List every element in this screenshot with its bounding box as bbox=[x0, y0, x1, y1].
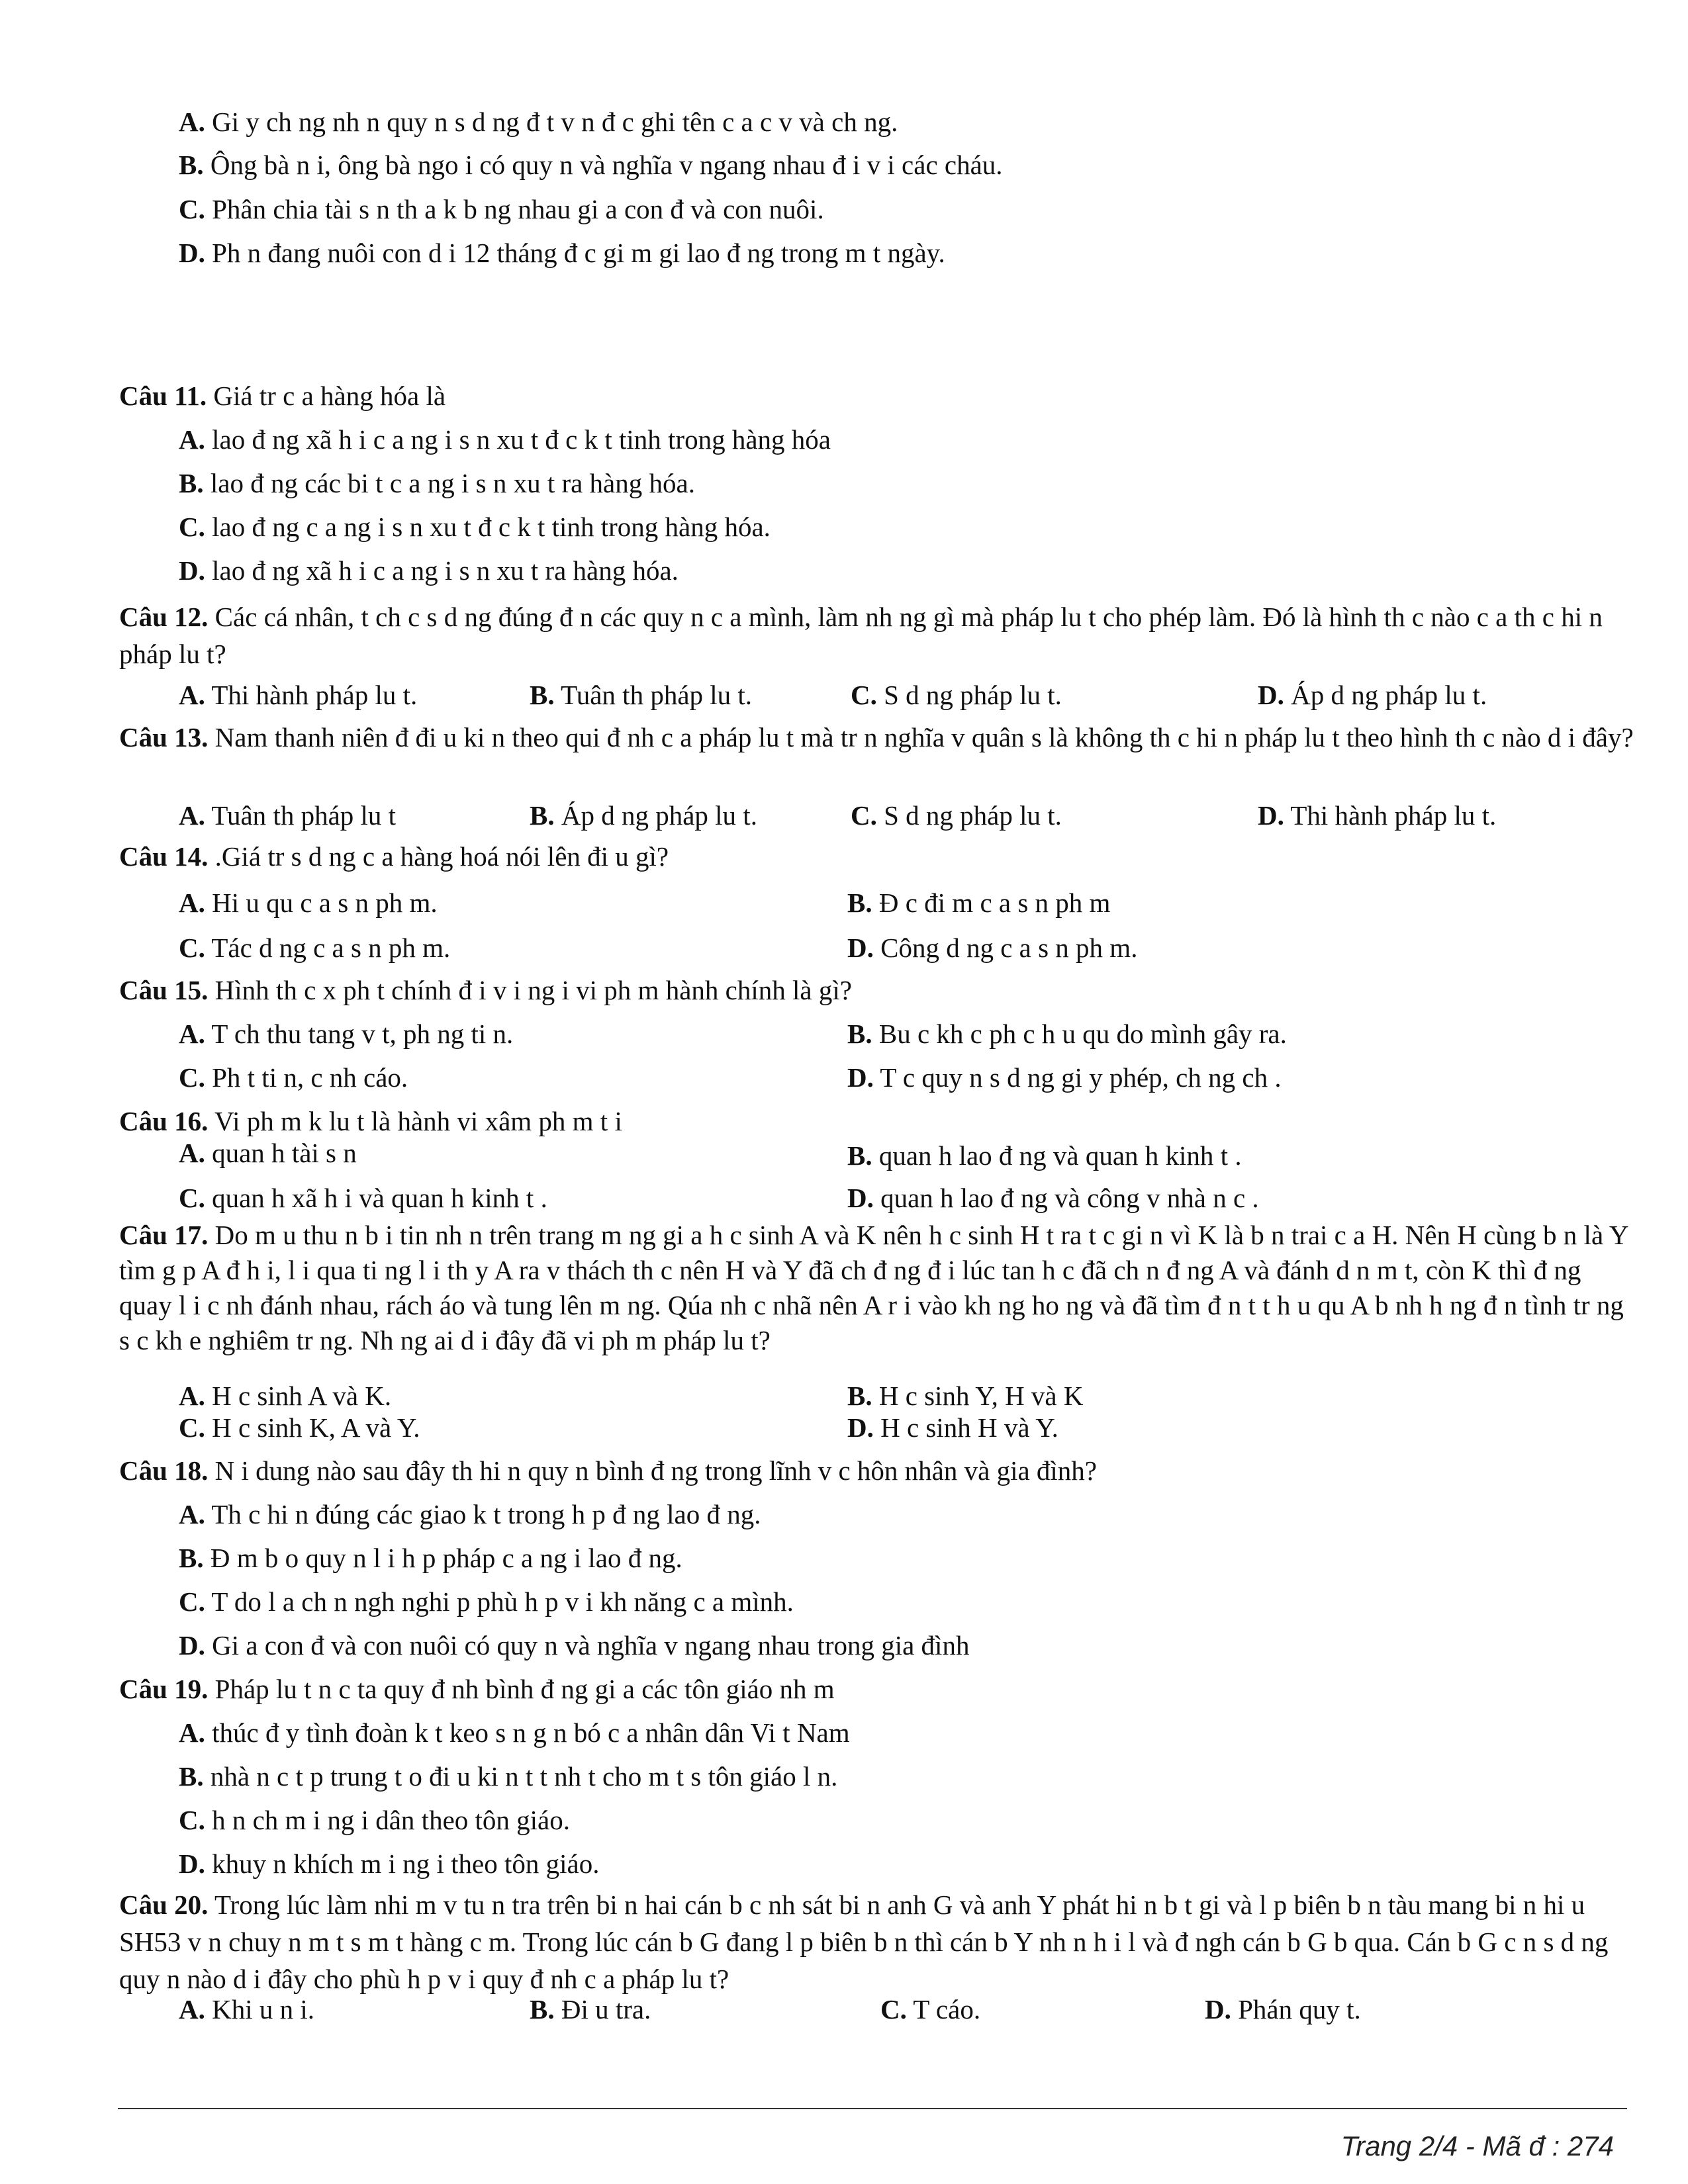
q13-stem: Câu 13. Nam thanh niên đ đi u ki n theo qui đ nh c a pháp lu t mà tr n nghĩa v quân s là không th c hi n pháp lu t theo hình th c nào d i đây? bbox=[119, 722, 1634, 752]
q12-option-d: D. Áp d ng pháp lu t. bbox=[1258, 680, 1487, 710]
q20-stem: Câu 20. Trong lúc làm nhi m v tu n tra trên bi n hai cán b c nh sát bi n anh G và anh Y phát hi n b t gi và l p biên b n tàu mang bi n hi u SH53 v n chuy n m t s m t hàng c m. Trong lúc cán b G đang l p biên b n thì cán b Y nh n h i l và đ ngh cán b G b qua. Cán b G c n s d ng quy n nào d i đây cho phù h p v i quy đ nh c a pháp lu t? bbox=[119, 1889, 1609, 1994]
q19-stem: Câu 19. Pháp lu t n c ta quy đ nh bình đ ng gi a các tôn giáo nh m bbox=[119, 1674, 835, 1704]
q18-option-b: B. Đ m b o quy n l i h p pháp c a ng i lao đ ng. bbox=[179, 1543, 682, 1573]
page-footer: Trang 2/4 - Mã đ : 274 bbox=[1340, 2130, 1614, 2161]
q20-option-c: C. T cáo. bbox=[880, 1994, 981, 2025]
q16-option-b: B. quan h lao đ ng và quan h kinh t . bbox=[847, 1140, 1242, 1171]
q19-option-a: A. thúc đ y tình đoàn k t keo s n g n bó c a nhân dân Vi t Nam bbox=[179, 1717, 850, 1748]
q16-stem: Câu 16. Vi ph m k lu t là hành vi xâm ph m t i bbox=[119, 1106, 622, 1136]
q12-stem: Câu 12. Các cá nhân, t ch c s d ng đúng đ n các quy n c a mình, làm nh ng gì mà pháp lu t cho phép làm. Đó là hình th c nào c a th c hi n pháp lu t? bbox=[119, 602, 1603, 669]
q18-stem: Câu 18. N i dung nào sau đây th hi n quy n bình đ ng trong lĩnh v c hôn nhân và gia đình? bbox=[119, 1455, 1097, 1486]
q16-option-c: C. quan h xã h i và quan h kinh t . bbox=[179, 1183, 547, 1213]
q13-option-a: A. Tuân th pháp lu t bbox=[179, 800, 397, 831]
q14-option-a: A. Hi u qu c a s n ph m. bbox=[179, 887, 438, 918]
q14-option-d: D. Công d ng c a s n ph m. bbox=[847, 933, 1138, 963]
q15-option-b: B. Bu c kh c ph c h u qu do mình gây ra. bbox=[847, 1019, 1287, 1049]
q20-option-b: B. Đi u tra. bbox=[530, 1994, 651, 2025]
q12-option-c: C. S d ng pháp lu t. bbox=[851, 680, 1062, 710]
q17-option-d: D. H c sinh H và Y. bbox=[847, 1412, 1058, 1443]
q15-option-a: A. T ch thu tang v t, ph ng ti n. bbox=[179, 1019, 514, 1049]
q18-option-d: D. Gi a con đ và con nuôi có quy n và nghĩa v ngang nhau trong gia đình bbox=[179, 1630, 970, 1661]
q20-option-d: D. Phán quy t. bbox=[1205, 1994, 1361, 2025]
q12-option-a: A. Thi hành pháp lu t. bbox=[179, 680, 418, 710]
q10-option-c: C. Phân chia tài s n th a k b ng nhau gi a con đ và con nuôi. bbox=[179, 194, 824, 224]
q10-option-a: A. Gi y ch ng nh n quy n s d ng đ t v n đ c ghi tên c a c v và ch ng. bbox=[179, 107, 898, 137]
footer-divider bbox=[118, 2108, 1627, 2109]
q14-option-c: C. Tác d ng c a s n ph m. bbox=[179, 933, 451, 963]
q17-stem: Câu 17. Do m u thu n b i tin nh n trên trang m ng gi a h c sinh A và K nên h c sinh H t ra t c gi n vì K là b n trai c a H. Nên H cùng b n là Y tìm g p A đ h i, l i qua ti ng l i th y A ra v thách th c nên H và Y đã ch đ ng đ i lúc tan h c đã ch n đ ng A và đánh d n m t, còn K thì đ ng quay l i c nh đánh nhau, rách áo và tung lên m ng. Qúa nh c nhã nên A r i vào kh ng ho ng và đã tìm đ n t t h u qu A b nh h ng đ n tình tr ng s c kh e nghiêm tr ng. Nh ng ai d i đây đã vi ph m pháp lu t? bbox=[119, 1220, 1628, 1355]
q13-option-c: C. S d ng pháp lu t. bbox=[851, 800, 1062, 831]
q19-option-c: C. h n ch m i ng i dân theo tôn giáo. bbox=[179, 1805, 570, 1835]
q18-option-c: C. T do l a ch n ngh nghi p phù h p v i kh năng c a mình. bbox=[179, 1586, 794, 1617]
q17-option-c: C. H c sinh K, A và Y. bbox=[179, 1412, 420, 1443]
q15-option-d: D. T c quy n s d ng gi y phép, ch ng ch . bbox=[847, 1062, 1282, 1093]
q15-option-c: C. Ph t ti n, c nh cáo. bbox=[179, 1062, 408, 1093]
q19-option-b: B. nhà n c t p trung t o đi u ki n t t nh t cho m t s tôn giáo l n. bbox=[179, 1761, 838, 1792]
q16-option-d: D. quan h lao đ ng và công v nhà n c . bbox=[847, 1183, 1259, 1213]
q20-option-a: A. Khi u n i. bbox=[179, 1994, 315, 2025]
q10-option-d: D. Ph n đang nuôi con d i 12 tháng đ c gi m gi lao đ ng trong m t ngày. bbox=[179, 238, 945, 268]
q13-option-b: B. Áp d ng pháp lu t. bbox=[530, 800, 757, 831]
q11-stem: Câu 11. Giá tr c a hàng hóa là bbox=[119, 381, 446, 411]
q11-option-b: B. lao đ ng các bi t c a ng i s n xu t ra hàng hóa. bbox=[179, 468, 695, 498]
q13-option-d: D. Thi hành pháp lu t. bbox=[1258, 800, 1497, 831]
q19-option-d: D. khuy n khích m i ng i theo tôn giáo. bbox=[179, 1848, 600, 1879]
q14-stem: Câu 14. .Giá tr s d ng c a hàng hoá nói lên đi u gì? bbox=[119, 841, 669, 872]
q17-option-b: B. H c sinh Y, H và K bbox=[847, 1381, 1084, 1411]
q16-option-a: A. quan h tài s n bbox=[179, 1138, 357, 1168]
q14-option-b: B. Đ c đi m c a s n ph m bbox=[847, 887, 1111, 918]
q15-stem: Câu 15. Hình th c x ph t chính đ i v i ng i vi ph m hành chính là gì? bbox=[119, 975, 852, 1005]
q11-option-c: C. lao đ ng c a ng i s n xu t đ c k t tinh trong hàng hóa. bbox=[179, 512, 771, 542]
q12-option-b: B. Tuân th pháp lu t. bbox=[530, 680, 753, 710]
q10-option-b: B. Ông bà n i, ông bà ngo i có quy n và nghĩa v ngang nhau đ i v i các cháu. bbox=[179, 150, 1003, 180]
q11-option-d: D. lao đ ng xã h i c a ng i s n xu t ra hàng hóa. bbox=[179, 555, 679, 586]
q18-option-a: A. Th c hi n đúng các giao k t trong h p đ ng lao đ ng. bbox=[179, 1499, 761, 1529]
q11-option-a: A. lao đ ng xã h i c a ng i s n xu t đ c k t tinh trong hàng hóa bbox=[179, 424, 831, 455]
q17-option-a: A. H c sinh A và K. bbox=[179, 1381, 392, 1411]
